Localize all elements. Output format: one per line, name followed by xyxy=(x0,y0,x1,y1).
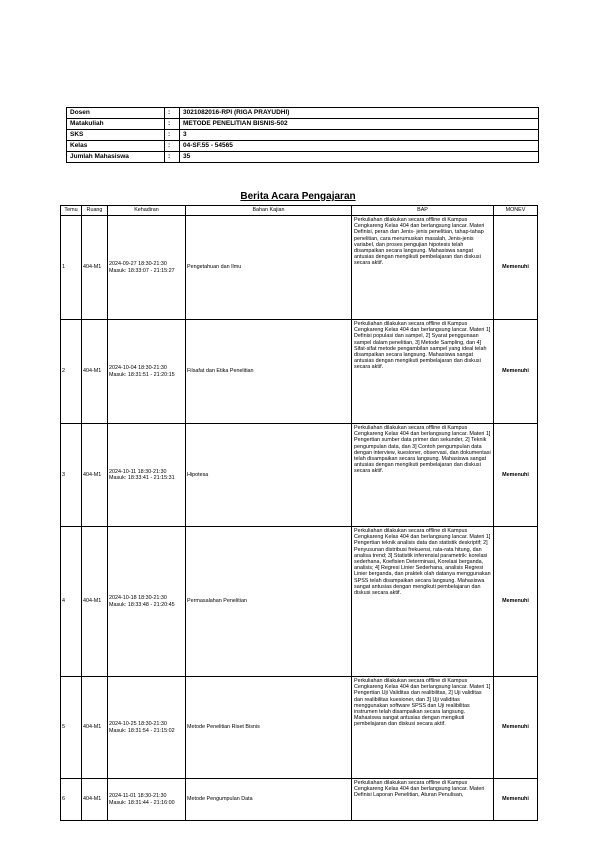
cell-ruang: 404-M1 xyxy=(82,320,108,424)
cell-monev: Memenuhi xyxy=(494,677,538,779)
header-monev: MONEV xyxy=(494,206,538,216)
info-label: Jumlah Mahasiswa xyxy=(67,152,165,163)
table-row xyxy=(61,677,538,779)
course-info-table xyxy=(66,107,539,163)
cell-temu: 6 xyxy=(61,779,82,821)
info-row-kelas xyxy=(67,141,539,152)
cell-bap: Perkuliahan dilakukan secara offline di Kampus Cengkareng Kelas 404 dan berlangsung lancar. Materi 1] Pengertian Uji Validitas dan realibilitas, 2] Uji validitas dan realibilitas kuesioner, dan 3] Uji validitas menggunakan software SPSS dan Uji realibilitas instrumen telah disampaikan secara langsung. Mahasiswa sangat antusias dengan mengikuti pembelajaran dan diskusi secara aktif. xyxy=(352,677,494,779)
cell-kehadiran: 2024-09-27 18:30-21:30 Masuk: 18:33:07 - 21:15:27 xyxy=(108,216,186,320)
table-row xyxy=(61,424,538,527)
header-kehadiran: Kehadiran xyxy=(108,206,186,216)
info-row-sks xyxy=(67,130,539,141)
info-sep: : xyxy=(165,130,180,141)
header-bahan-kajian: Bahan Kajian xyxy=(186,206,352,216)
cell-monev: Memenuhi xyxy=(494,216,538,320)
cell-bahan-kajian: Metode Penelitian Riset Bisnis xyxy=(186,677,352,779)
info-sep: : xyxy=(165,108,180,119)
header-bap: BAP xyxy=(352,206,494,216)
page-title-text: Berita Acara Pengajaran xyxy=(240,191,356,202)
info-value: 35 xyxy=(180,152,539,163)
cell-kehadiran: 2024-10-18 18:30-21:30 Masuk: 18:33:48 - 21:20:45 xyxy=(108,527,186,677)
info-label: Matakuliah xyxy=(67,119,165,130)
cell-ruang: 404-M1 xyxy=(82,779,108,821)
cell-temu: 4 xyxy=(61,527,82,677)
cell-bahan-kajian: Filsafat dan Etika Penelitian xyxy=(186,320,352,424)
cell-ruang: 404-M1 xyxy=(82,216,108,320)
table-row xyxy=(61,527,538,677)
cell-ruang: 404-M1 xyxy=(82,527,108,677)
info-value: 3 xyxy=(180,130,539,141)
header-temu: Temu xyxy=(61,206,82,216)
cell-bahan-kajian: Hipotesa xyxy=(186,424,352,527)
info-sep: : xyxy=(165,119,180,130)
info-label: SKS xyxy=(67,130,165,141)
info-value: 3021082016-RPI (RIGA PRAYUDHI) xyxy=(180,108,539,119)
bap-header-row xyxy=(61,206,538,216)
cell-bahan-kajian: Metode Pengumpulan Data xyxy=(186,779,352,821)
info-value: 04-SF.55 - 54565 xyxy=(180,141,539,152)
cell-temu: 1 xyxy=(61,216,82,320)
cell-kehadiran: 2024-10-25 18:30-21:30 Masuk: 18:31:54 - 21:15:02 xyxy=(108,677,186,779)
table-row xyxy=(61,320,538,424)
info-label: Kelas xyxy=(67,141,165,152)
cell-monev: Memenuhi xyxy=(494,424,538,527)
page-title xyxy=(0,191,596,202)
cell-kehadiran: 2024-10-11 18:30-21:30 Masuk: 18:33:41 - 21:15:31 xyxy=(108,424,186,527)
header-ruang: Ruang xyxy=(82,206,108,216)
cell-bahan-kajian: Pengetahuan dan Ilmu xyxy=(186,216,352,320)
info-row-dosen xyxy=(67,108,539,119)
bap-table xyxy=(60,205,538,821)
info-label: Dosen xyxy=(67,108,165,119)
info-sep: : xyxy=(165,141,180,152)
cell-bap: Perkuliahan dilakukan secara offline di Kampus Cengkareng Kelas 404 dan berlangsung lancar. Materi Definisi, peran dan Jenis- jenis penelitian, tahap-tahap penelitian, cara merumuskan masalah, Jenis-jenis variabel, dan proses pengujian hipotesis telah disampaikan secara langsung. Mahasiswa sangat antusias dengan mengikuti pembelajaran dan diskusi secara aktif. xyxy=(352,216,494,320)
cell-ruang: 404-M1 xyxy=(82,677,108,779)
info-value: METODE PENELITIAN BISNIS-502 xyxy=(180,119,539,130)
cell-monev: Memenuhi xyxy=(494,779,538,821)
cell-temu: 2 xyxy=(61,320,82,424)
cell-bap: Perkuliahan dilakukan secara offline di Kampus Cengkareng Kelas 404 dan berlangsung lancar. Materi 1] Pengertian teknik analisis data dan statistik deskriptif; 2] Penyusunan distribusi frekuensi, rata-rata hitung, dan analisa trend; 3] Statistik inferensial parametrik: korelasi sederhana, Koefisien Determinasi, Korelasi berganda, analisis; 4] Regresi Linier Sederhana, analisis Regresi Linier berganda, dan praktek olah datanya menggunakan SPSS telah disampaikan secara langsung. Mahasiswa sangat antusias dengan mengikuti pembelajaran dan diskusi secara aktif. xyxy=(352,527,494,677)
info-row-jumlah xyxy=(67,152,539,163)
cell-temu: 5 xyxy=(61,677,82,779)
cell-monev: Memenuhi xyxy=(494,527,538,677)
cell-kehadiran: 2024-11-01 18:30-21:30 Masuk: 18:31:44 - 21:16:00 xyxy=(108,779,186,821)
cell-bap: Perkuliahan dilakukan secara offline di Kampus Cengkareng Kelas 404 dan berlangsung lancar. Materi 1] Pengertian sumber data primer dan sekunder, 2] Teknik pengumpulan data, dan 3] Contoh pengumpulan data dengan interview, kuesioner, observasi, dan dokumentasi telah disampaikan secara langsung. Mahasiswa sangat antusias dengan mengikuti pembelajaran dan diskusi secara aktif. xyxy=(352,424,494,527)
info-row-matakuliah xyxy=(67,119,539,130)
cell-monev: Memenuhi xyxy=(494,320,538,424)
cell-temu: 3 xyxy=(61,424,82,527)
cell-bahan-kajian: Permasalahan Penelitian xyxy=(186,527,352,677)
cell-kehadiran: 2024-10-04 18:30-21:30 Masuk: 18:31:51 - 21:20:15 xyxy=(108,320,186,424)
cell-bap: Perkuliahan dilakukan secara offline di Kampus Cengkareng Kelas 404 dan berlangsung lancar. Materi 1] Definisi populasi dan sampel, 2] Syarat penggunaan sampel dalam penelitian, 3] Metode Sampling, dan 4] Sifat-sifat metode pengambilan sampel yang ideal telah disampaikan secara langsung. Mahasiswa sangat antusias dengan mengikuti pembelajaran dan diskusi secara aktif. xyxy=(352,320,494,424)
table-row xyxy=(61,216,538,320)
info-sep: : xyxy=(165,152,180,163)
cell-ruang: 404-M1 xyxy=(82,424,108,527)
table-row xyxy=(61,779,538,821)
cell-bap: Perkuliahan dilakukan secara offline di Kampus Cengkareng Kelas 404 dan berlangsung lancar. Materi Definisi Laporan Penelitian, Aturan Penulisan, xyxy=(352,779,494,821)
